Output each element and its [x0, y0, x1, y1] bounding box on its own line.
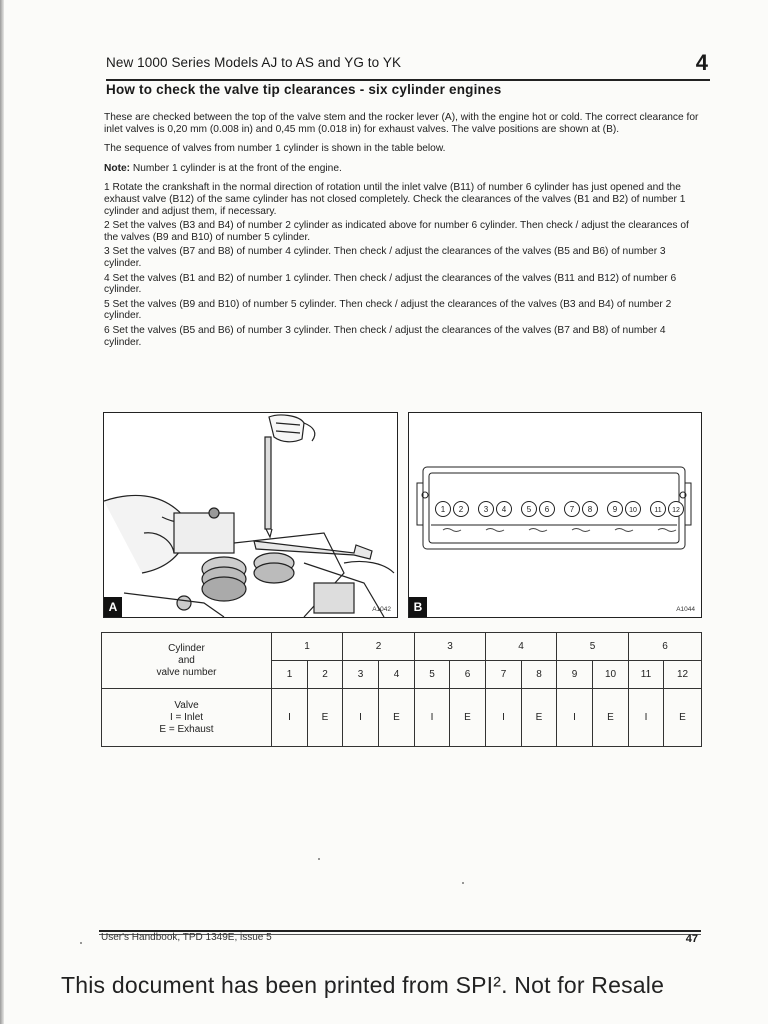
chapter-number: 4 — [695, 50, 708, 75]
figure-b-label: B — [409, 597, 427, 617]
valve-number-cell: 11 — [629, 661, 664, 689]
figure-a-rocker-adjustment — [103, 412, 398, 618]
page-edge-shadow — [0, 0, 4, 1024]
injector-mark — [615, 529, 633, 532]
injector-mark — [572, 529, 590, 532]
doc-title: New 1000 Series Models AJ to AS and YG to YK — [106, 55, 402, 70]
scan-speck — [318, 858, 320, 860]
valve-type-cell: I — [629, 689, 664, 747]
valve-type-cell: E — [379, 689, 415, 747]
valve-number-cell: 10 — [593, 661, 629, 689]
valve-type-cell: I — [557, 689, 593, 747]
step-number: 5 — [104, 298, 110, 310]
valve-number-cell: 7 — [486, 661, 522, 689]
step-number: 2 — [104, 220, 110, 232]
injector-mark — [443, 529, 461, 532]
valve-number-cell: 9 — [557, 661, 593, 689]
valve-type-cell: E — [450, 689, 486, 747]
intro-paragraph: These are checked between the top of the valve stem and the rocker lever (A), with the engine hot or cold. The correct clearance for inlet valves is 0,20 mm (0.008 in) and 0,45 mm (0.018 in) for exhaust valves. The valve positions are shown at (B). — [104, 112, 699, 135]
figure-a-label: A — [104, 597, 122, 617]
valve-circle-row — [436, 502, 684, 517]
cylinder-cell: 2 — [343, 633, 415, 661]
valve-position-label: 12 — [672, 507, 680, 514]
valve-position-label: 11 — [654, 507, 662, 514]
injector-mark — [529, 529, 547, 532]
injector-mark — [658, 529, 676, 532]
step-text: Set the valves (B1 and B2) of number 1 cylinder. Then check / adjust the clearances of the valves (B11 and B12) of number 6 cylinder. — [104, 272, 677, 296]
step-6 — [104, 325, 704, 348]
figure-a-code: A1042 — [372, 606, 391, 613]
step-text: Set the valves (B3 and B4) of number 2 cylinder as indicated above for number 6 cylinder. Then check / adjust the clearances of the valves (B9 and B10) of number 5 cylinder. — [104, 220, 689, 243]
scan-speck — [462, 882, 464, 884]
step-text: Set the valves (B5 and B6) of number 3 cylinder. Then check / adjust the clearances of the valves (B7 and B8) of number 4 cylinder. — [104, 324, 666, 348]
figure-b-valve-positions — [408, 412, 702, 618]
body-text — [104, 112, 704, 351]
header-line: valve number — [156, 666, 217, 678]
section-title: How to check the valve tip clearances - six cylinder engines — [106, 82, 502, 97]
valve-position-label: 6 — [544, 505, 550, 514]
cylinder-cell: 4 — [486, 633, 557, 661]
valve-type-cell: E — [308, 689, 343, 747]
valve-number-cell: 12 — [664, 661, 702, 689]
valve-sequence-table — [101, 632, 702, 747]
cylinder-cell: 5 — [557, 633, 629, 661]
valve-position-label: 1 — [440, 505, 446, 514]
valve-number-cell: 1 — [272, 661, 308, 689]
header-line: Cylinder — [168, 642, 205, 654]
valve-position-label: 2 — [458, 505, 464, 514]
valve-number-cell: 4 — [379, 661, 415, 689]
valve-number-cell: 5 — [415, 661, 450, 689]
footer-doc-ref: User's Handbook, TPD 1349E, issue 5 — [101, 932, 272, 943]
valve-type-cell: I — [415, 689, 450, 747]
valve-number-cell: 8 — [522, 661, 557, 689]
valve-position-label: 10 — [629, 507, 637, 514]
step-2 — [104, 220, 704, 243]
valve-number-cell: 3 — [343, 661, 379, 689]
valve-type-cell: I — [486, 689, 522, 747]
valve-type-row — [102, 689, 702, 747]
valve-position-label: 4 — [501, 505, 507, 514]
step-3 — [104, 246, 704, 269]
scan-speck — [80, 942, 82, 944]
note-paragraph — [104, 163, 704, 175]
step-4 — [104, 273, 704, 296]
header-line: I = Inlet — [169, 711, 204, 723]
step-number: 3 — [104, 246, 110, 258]
sequence-paragraph: The sequence of valves from number 1 cylinder is shown in the table below. — [104, 143, 446, 155]
valve-position-label: 9 — [612, 505, 618, 514]
valve-type-header — [102, 689, 272, 747]
valve-position-label: 7 — [569, 505, 575, 514]
print-disclaimer: This document has been printed from SPI². Not for Resale — [61, 972, 665, 998]
valve-position-label: 3 — [483, 505, 489, 514]
step-text: Rotate the crankshaft in the normal direction of rotation until the inlet valve (B11) of number 6 cylinder has just opened and the exhaust valve (B12) of the same cylinder has not closed completely. Check the clearances of the valves (B1 and B2) of number 1 cylinder and adjust them, if necessary. — [104, 182, 686, 217]
note-label: Note: — [104, 162, 131, 174]
cylinder-cell: 3 — [415, 633, 486, 661]
valve-position-diagram — [409, 413, 701, 617]
valve-type-cell: E — [664, 689, 702, 747]
step-number: 4 — [104, 272, 110, 284]
step-text: Set the valves (B9 and B10) of number 5 cylinder. Then check / adjust the clearances of the valves (B3 and B4) of number 2 cylinder. — [104, 298, 672, 322]
rocker-illustration — [104, 413, 397, 617]
header-line: and — [178, 654, 195, 666]
step-5 — [104, 299, 704, 322]
step-number: 1 — [104, 182, 110, 194]
figure-b-code: A1044 — [676, 606, 695, 613]
injector-mark — [486, 529, 504, 532]
valve-number-cell: 2 — [308, 661, 343, 689]
valve-position-label: 5 — [526, 505, 532, 514]
page-number: 47 — [685, 933, 698, 945]
page-header — [106, 52, 710, 82]
valve-type-cell: E — [593, 689, 629, 747]
valve-type-cell: E — [522, 689, 557, 747]
cylinder-row — [102, 633, 702, 661]
step-text: Set the valves (B7 and B8) of number 4 cylinder. Then check / adjust the clearances of the valves (B5 and B6) of number 3 cylinder. — [104, 246, 666, 269]
valve-number-cell: 6 — [450, 661, 486, 689]
step-1 — [104, 182, 704, 217]
step-number: 6 — [104, 324, 110, 336]
header-line: E = Exhaust — [159, 723, 214, 735]
note-text: Number 1 cylinder is at the front of the engine. — [132, 162, 342, 174]
valve-position-label: 8 — [587, 505, 593, 514]
header-rule — [106, 79, 710, 81]
cylinder-valve-header — [102, 633, 272, 689]
valve-type-cell: I — [343, 689, 379, 747]
header-line: Valve — [174, 699, 199, 711]
valve-type-cell: I — [272, 689, 308, 747]
cylinder-cell: 6 — [629, 633, 702, 661]
cylinder-cell: 1 — [272, 633, 343, 661]
